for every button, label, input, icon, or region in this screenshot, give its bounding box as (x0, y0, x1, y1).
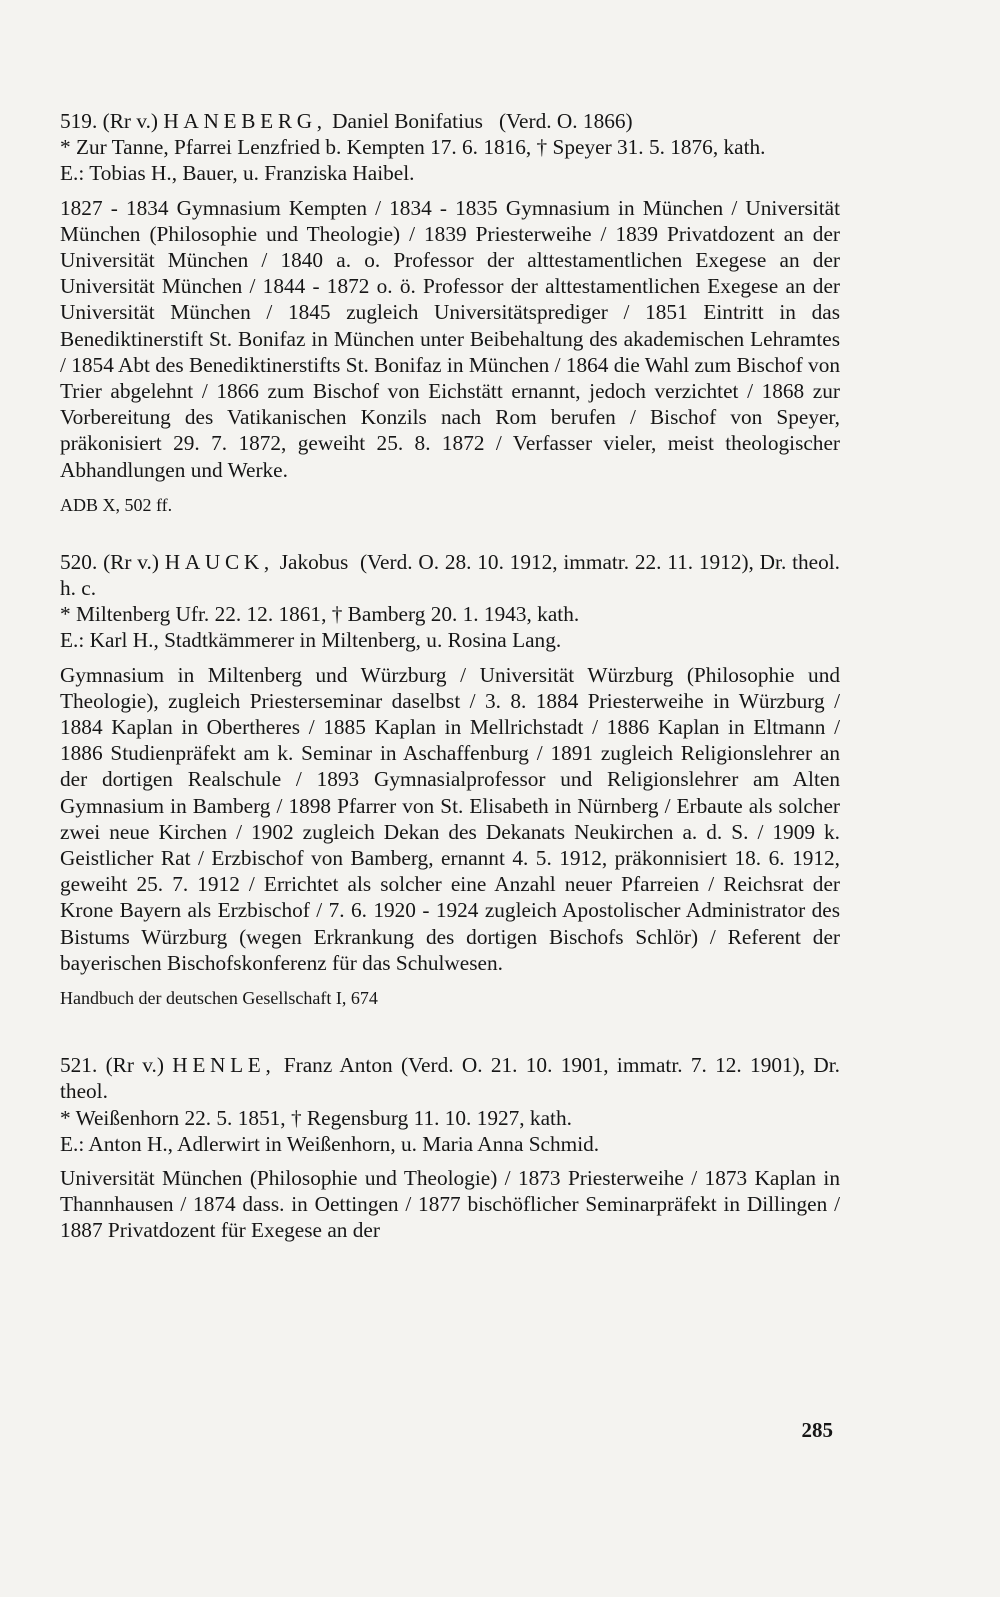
entry-521 (60, 1052, 840, 1243)
entry-header (60, 549, 840, 601)
entry-prefix: (Rr v.) (102, 109, 159, 133)
entry-parents: E.: Anton H., Adlerwirt in Weißenhorn, u. Maria Anna Schmid. (60, 1131, 600, 1156)
entry-header-details: (Verd. O. 28. 10. 1912, immatr. 22. 11. 1912), Dr. theol. h. c. (60, 549, 840, 601)
entry-number: 521. (60, 1053, 98, 1078)
entry-surname: HANEBERG, (163, 109, 327, 133)
entry-header (60, 1052, 840, 1104)
entry-surname: HAUCK, (164, 549, 274, 574)
entry-parents: E.: Tobias H., Bauer, u. Franziska Haibel. (60, 161, 415, 186)
entry-birth: * Zur Tanne, Pfarrei Lenzfried b. Kempten 17. 6. 1816, † Speyer 31. 5. 1876, kath. (60, 135, 766, 160)
entry-prefix: (Rr v.) (103, 549, 159, 574)
entry-parents: E.: Karl H., Stadtkämmerer in Miltenberg, u. Rosina Lang. (60, 628, 562, 653)
entry-surname: HENLE, (172, 1053, 276, 1078)
entry-birth: * Miltenberg Ufr. 22. 12. 1861, † Bamberg 20. 1. 1943, kath. (60, 602, 580, 627)
entry-reference: ADB X, 502 ff. (60, 494, 173, 515)
entry-header (60, 108, 840, 134)
entry-reference: Handbuch der deutschen Gesellschaft I, 674 (60, 988, 378, 1009)
entry-header-details: (Verd. O. 21. 10. 1901, immatr. 7. 12. 1901), Dr. theol. (60, 1053, 840, 1104)
entry-number: 519. (60, 109, 98, 133)
entry-prefix: (Rr v.) (105, 1053, 164, 1078)
entry-520 (60, 549, 840, 1010)
entry-career: 1827 - 1834 Gymnasium Kempten / 1834 - 1835 Gymnasium in München / Universität München (Philosophie und Theologie) / 1839 Priesterweihe / 1839 Privatdozent an der Universität München / 1840 a. o. Professor der alttestamentlichen Exegese an der Universität München / 1844 - 1872 o. ö. Professor der alttestamentlichen Exegese an der Universität München / 1845 zugleich Universitätsprediger / 1851 Eintritt in das Benediktinerstift St. Bonifaz in München unter Beibehaltung des akademischen Lehramtes / 1854 Abt des Benediktinerstifts St. Bonifaz in München / 1864 die Wahl zum Bischof von Trier abgelehnt / 1866 zum Bischof von Eichstätt ernannt, jedoch verzichtet / 1868 zur Vorbereitung des Vatikanischen Konzils nach Rom berufen / Bischof von Speyer, präkonisiert 29. 7. 1872, geweiht 25. 8. 1872 / Verfasser vieler, meist theologischer Abhandlungen und Werke. (60, 195, 840, 482)
entry-number: 520. (60, 549, 98, 574)
entry-given-names: Jakobus (279, 549, 349, 574)
page-number: 285 (801, 1418, 833, 1442)
entry-519 (60, 108, 840, 517)
entry-career: Universität München (Philosophie und Theologie) / 1873 Priesterweihe / 1873 Kaplan in Thannhausen / 1874 dass. in Oettingen / 1877 bischöflicher Seminarpräfekt in Dillingen / 1887 Privatdozent für Exegese an der (60, 1165, 840, 1243)
entry-birth: * Weißenhorn 22. 5. 1851, † Regensburg 11. 10. 1927, kath. (60, 1105, 572, 1130)
entry-given-names: Franz Anton (283, 1053, 393, 1078)
entry-career: Gymnasium in Miltenberg und Würzburg / Universität Würzburg (Philosophie und Theologie), zugleich Priesterseminar daselbst / 3. 8. 1884 Priesterweihe in Würzburg / 1884 Kaplan in Obertheres / 1885 Kaplan in Mellrichstadt / 1886 Kaplan in Eltmann / 1886 Studienpräfekt am k. Seminar in Aschaffenburg / 1891 zugleich Religionslehrer an der dortigen Realschule / 1893 Gymnasialprofessor und Religionslehrer am Alten Gymnasium in Bamberg / 1898 Pfarrer von St. Elisabeth in Nürnberg / Erbaute als solcher zwei neue Kirchen / 1902 zugleich Dekan des Dekanats Neukirchen a. d. S. / 1909 k. Geistlicher Rat / Erzbischof von Bamberg, ernannt 4. 5. 1912, präkonnisiert 18. 6. 1912, geweiht 25. 7. 1912 / Errichtet als solcher eine Anzahl neuer Pfarreien / Reichsrat der Krone Bayern als Erzbischof / 7. 6. 1920 - 1924 zugleich Apostolischer Administrator des Bistums Würzburg (wegen Erkrankung des dortigen Bischofs Schlör) / Referent der bayerischen Bischofskonferenz für das Schulwesen. (60, 662, 840, 975)
entry-header-details: (Verd. O. 1866) (498, 109, 633, 133)
entry-given-names: Daniel Bonifatius (332, 109, 483, 133)
